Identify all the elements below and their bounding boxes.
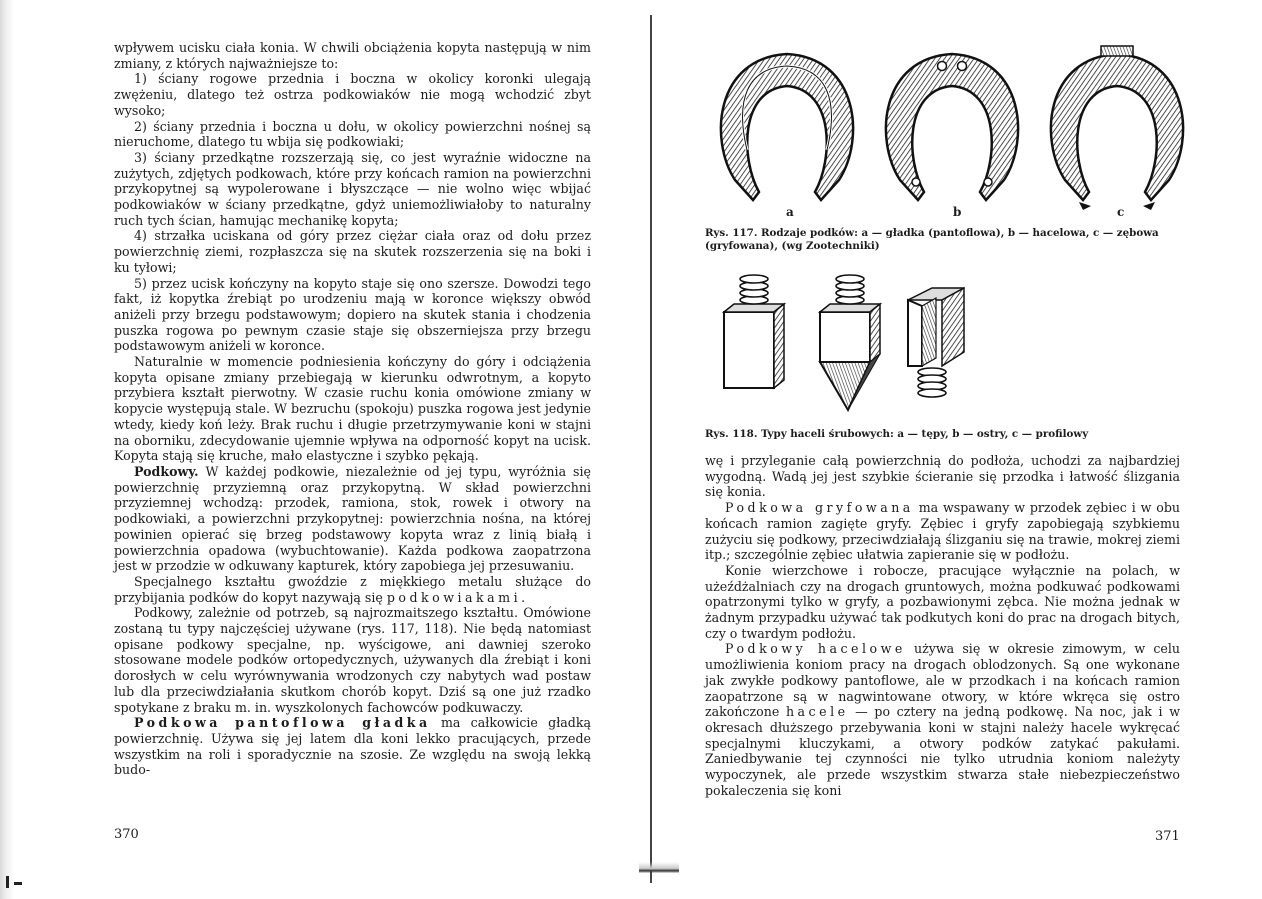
spaced-term: hacele	[785, 704, 849, 720]
book-gutter-shadow	[639, 862, 679, 878]
blunt-stud-icon	[724, 275, 784, 388]
section-heading: Podkowy.	[134, 463, 199, 479]
figure-label: a	[786, 205, 794, 219]
figure-caption: Rys. 118. Typy haceli śrubowych: a — tępy, b — ostry, c — profilowy	[705, 428, 1089, 440]
list-item: 5) przez ucisk kończyny na kopyto staje się ono szersze. Dowodzi tego fakt, iż kopytka źrebiąt po urodzeniu mają w koronce większy obwód aniżeli przy brzegu podstawowym; dopiero na skutek stania i chodzenia puszka rogowa po pewnym czasie staje się obszerniejsza przy brzegu podstawowym aniżeli w koronce.	[114, 275, 591, 354]
profile-stud-icon	[908, 288, 964, 397]
paragraph-body: ma wspawany w przodek zębiec i w obu końcach ramion zagięte gryfy. Zębiec i gryfy zapobiegają szybkiemu zużyciu się podkowy, przeciwdziałają ślizganiu się na trawie, mokrej ziemi itp.; szczególnie zębiec ułatwia zapieranie się w podłożu.	[705, 500, 1180, 563]
paragraph: Naturalnie w momencie podniesienia kończyny do góry i odciążenia kopyta opisane zmiany przebiegają w kierunku odwrotnym, a kopyto przybiera kształt pierwotny. W czasie ruchu konia omówione zmiany w kopycie występują stale. W bezruchu (spokoju) puszka rogowa jest jedynie wtedy, kiedy koń leży. Brak ruchu i długie przetrzymywanie koni w stajni na oborniku, zdecydowanie ujemnie wpływa na odporność kopyt na ucisk. Kopyta stają się kruche, mało elastyczne i szybko pękają.	[114, 354, 591, 464]
paragraph	[114, 464, 591, 574]
paragraph-body: ma całkowicie gładką powierzchnię. Używa się jej latem dla koni lekko pracujących, przede wszystkim na roli i sporadycznie na szosie. Ze względu na swoją lekką budo-	[114, 715, 591, 778]
horseshoe-a-icon	[721, 54, 853, 200]
scan-mark	[14, 882, 22, 885]
paragraph: wę i przyleganie całą powierzchnią do podłoża, uchodzi za najbardziej wygodną. Wadą jej jest szybkie ścieranie się przodka i łatwość ślizgania się konia.	[705, 453, 1180, 500]
book-gutter	[650, 15, 652, 883]
paragraph	[705, 641, 1180, 798]
stud-types-figure	[712, 270, 982, 418]
spaced-term: Podkowa pantoflowa gładka	[134, 715, 431, 731]
horseshoe-c-icon	[1051, 46, 1183, 210]
list-item: 2) ściany przednia i boczna u dołu, w okolicy powierzchni nośnej są nieruchome, dlatego tu wbija się podkowiaki;	[114, 118, 591, 150]
spaced-term: podkowiakami	[386, 589, 522, 605]
horseshoes-figure	[707, 38, 1197, 223]
list-item: 1) ściany rogowe przednia i boczna w okolicy koronki ulegają zwężeniu, dlatego też ostrza podkowiaków nie mogą wchodzić zbyt wysoko;	[114, 71, 591, 118]
left-page-text	[114, 40, 591, 778]
paragraph: Podkowy, zależnie od potrzeb, są najrozmaitszego kształtu. Omówione zostaną tu typy najczęściej używane (rys. 117, 118). Nie będą natomiast opisane podkowy specjalne, np. wyścigowe, ani dawniej szeroko stosowane modele podków ortopedycznych, używanych dla źrebiąt i koni dorosłych w celu wyrównywania wrodzonych czy nabytych wad postaw lub dla przeciwdziałania skutkom chorób kopyt. Dziś są one już rzadko spotykane z braku m. in. wyszkolonych fachowców podkuwaczy.	[114, 605, 591, 715]
page-edge-shadow	[0, 0, 14, 899]
list-item: 3) ściany przedkątne rozszerzają się, co jest wyraźnie widoczne na zużytych, zdjętych podkowach, które przy końcach ramion na powierzchni przykopytnej są wypolerowane i błyszczące — nie wolno więc wbijać podkowiaków w ściany przedkątne, gdyż uniemożliwiałoby to naturalny ruch tych ścian, hamując mechanikę kopyta;	[114, 149, 591, 228]
horseshoe-b-icon	[886, 54, 1018, 200]
figure-label: b	[953, 205, 962, 219]
paragraph: Konie wierzchowe i robocze, pracujące wyłącznie na polach, w użeźdżalniach czy na drogach gruntowych, można podkuwać podkowami opatrzonymi tylko w gryfy, a pozbawionymi zębca. Nie można jednak w żadnym przypadku używać tak podkutych koni do prac na drogach bitych, czy o twardym podłożu.	[705, 562, 1180, 641]
list-item: 4) strzałka uciskana od góry przez ciężar ciała oraz od dołu przez powierzchnię ziemi, rozpłaszcza się na skutek rozszerzenia się na boki i ku tyłowi;	[114, 228, 591, 275]
spaced-term: Podkowy hacelowe	[725, 641, 906, 657]
paragraph-body: W każdej podkowie, niezależnie od jej typu, wyróżnia się powierzchnię przyziemną oraz przykopytną. W skład powierzchni przyziemnej wchodzą: przodek, ramiona, stok, rowek i otwory na podkowiaki, a powierzchni przykopytnej: powierzchnia nośna, na której powinien opierać się brzeg podstawowy kopyta wraz z linią białą i powierzchnia opadowa (wybuchtowanie). Każda podkowa zaopatrzona jest w przodzie w odkuwany kapturek, który zapobiega jej przesuwaniu.	[114, 463, 591, 574]
paragraph	[114, 715, 591, 778]
paragraph-body: Specjalnego kształtu gwoździe z miękkiego metalu służące do przybijania podków do kopyt nazywają się	[114, 573, 591, 605]
paragraph: wpływem ucisku ciała konia. W chwili obciążenia kopyta następują w nim zmiany, z których najważniejsze to:	[114, 40, 591, 71]
page-number: 371	[1155, 829, 1180, 844]
scan-mark	[6, 876, 9, 888]
spaced-term: Podkowa gryfowana	[725, 500, 914, 516]
figure-label: c	[1117, 205, 1125, 219]
paragraph-body: .	[521, 589, 526, 605]
paragraph	[705, 500, 1180, 563]
right-page-text	[705, 453, 1180, 798]
paragraph	[114, 574, 591, 605]
sharp-stud-icon	[820, 275, 880, 410]
figure-caption: Rys. 117. Rodzaje podków: a — gładka (pantoflowa), b — hacelowa, c — zębowa (gryfowana), (wg Zootechniki)	[705, 227, 1159, 252]
page-number: 370	[114, 827, 139, 842]
paragraph-body: używa się w okresie zimowym, w celu umożliwienia koniom pracy na drogach oblodzonych. Są one wykonane jak zwykłe podkowy pantoflowe, ale w przodkach i na końcach ramion zaopatrzone są w nagwintowane otwory, w które wkręca się ostro zakończone	[705, 641, 1180, 720]
paragraph-body: — po cztery na jedną podkowę. Na noc, jak i w okresach dłuższego przebywania koni w stajni należy hacele wykręcać specjalnymi kluczykami, a otwory podków zatykać pakułami. Zaniedbywanie tej czynności nie tylko utrudnia koniom należyty wypoczynek, ale przede wszystkim stwarza stałe niebezpieczeństwo pokaleczenia się koni	[705, 704, 1180, 798]
